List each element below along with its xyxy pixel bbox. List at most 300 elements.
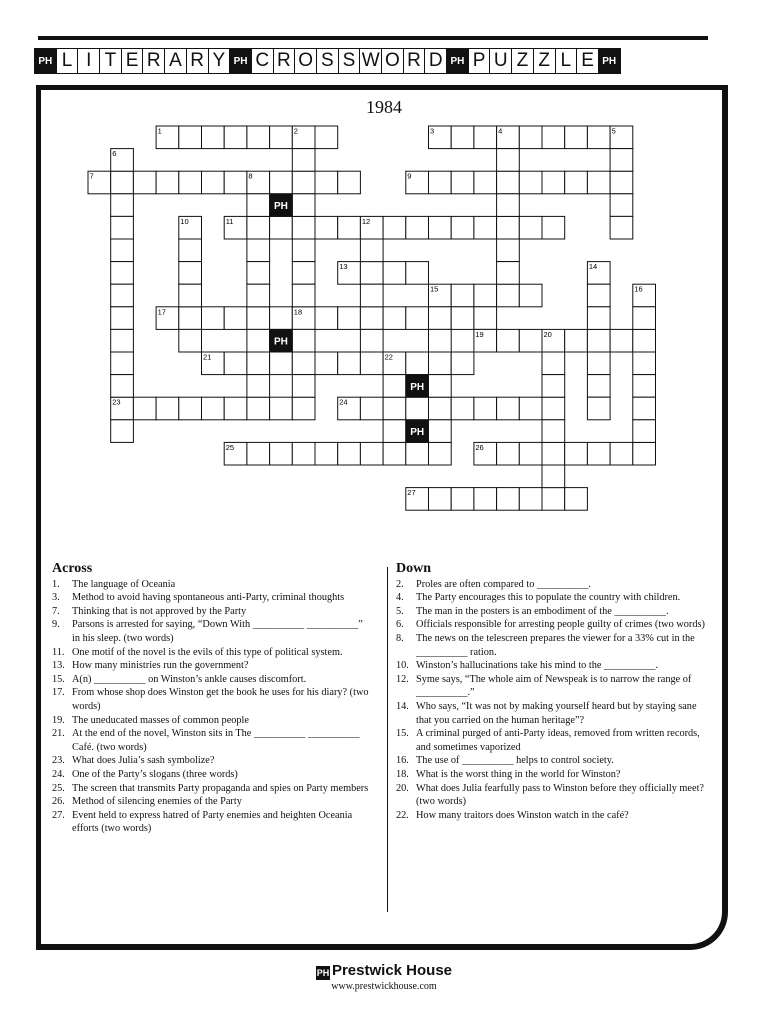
clue-item-text: The uneducated masses of common people [72,714,249,726]
grid-cell[interactable] [292,194,315,217]
clue-item-text: How many traitors does Winston watch in the café? [416,809,629,821]
clue-item [396,578,714,592]
grid-cell[interactable] [315,442,338,465]
grid-cell[interactable] [179,126,202,149]
grid-cell[interactable] [383,397,406,420]
grid-cell[interactable] [247,284,270,307]
prestwick-house-logo-icon: PH [229,48,252,74]
clue-item-number: 19. [52,714,65,726]
clue-number: 13 [339,262,348,272]
clue-item [396,700,714,727]
grid-cell[interactable] [542,171,565,194]
grid-cell[interactable] [270,307,293,330]
grid-cell[interactable] [587,307,610,330]
grid-cell[interactable] [451,216,474,239]
banner-letter: L [555,48,578,74]
grid-cell[interactable] [360,262,383,285]
clue-number: 7 [89,171,94,181]
clue-item [52,686,372,713]
logo-glyph: PH [273,201,288,213]
clue-item [52,795,372,809]
grid-cell[interactable] [497,216,520,239]
clue-item-text: Event held to express hatred of Party enemies and heighten Oceania efforts (two words) [72,809,353,835]
grid-cell[interactable] [360,284,383,307]
clue-item [52,618,372,645]
grid-cell[interactable] [292,239,315,262]
grid-cell[interactable] [474,307,497,330]
puzzle-title: 1984 [366,97,402,117]
grid-cell[interactable] [565,442,588,465]
clue-item-number: 1. [52,578,60,590]
clue-item-text: A criminal purged of anti-Party ideas, removed from written records, and sometimes vaporized [416,728,700,753]
grid-cell[interactable] [360,307,383,330]
grid-cell[interactable] [270,171,293,194]
grid-cell[interactable] [474,171,497,194]
clue-number: 18 [293,307,303,317]
clue-item-number: 20. [396,782,409,794]
grid-cell[interactable] [587,171,610,194]
grid-cell[interactable] [292,329,315,352]
grid-cell[interactable] [315,171,338,194]
clue-item-text: The screen that transmits Party propaganda and spies on Party members [72,782,369,794]
grid-cell[interactable] [542,375,565,398]
clue-item-text: The use of __________ helps to control society. [416,755,614,767]
grid-cell[interactable] [451,126,474,149]
grid-cell[interactable] [451,352,474,375]
clue-item-number: 17. [52,687,65,699]
grid-cell[interactable] [429,375,452,398]
grid-cell[interactable] [111,239,134,262]
clue-item [52,768,372,782]
clue-number: 9 [407,171,412,181]
grid-cell[interactable] [519,126,542,149]
grid-cell[interactable] [633,420,656,443]
grid-cell[interactable] [406,216,429,239]
grid-cell[interactable] [406,397,429,420]
banner-letter: R [142,48,165,74]
grid-cell[interactable] [111,420,134,443]
grid-cell[interactable] [156,171,179,194]
grid-cell[interactable] [224,397,247,420]
grid-cell[interactable] [292,262,315,285]
banner-letter: E [121,48,144,74]
grid-cell[interactable] [360,397,383,420]
clue-number: 20 [543,329,552,339]
banner-letter: U [489,48,512,74]
grid-cell[interactable] [429,352,452,375]
grid-cell[interactable] [292,171,315,194]
grid-cell[interactable] [179,397,202,420]
grid-cell[interactable] [111,352,134,375]
grid-cell[interactable] [111,194,134,217]
clue-item [396,591,714,605]
clue-number: 22 [384,352,393,362]
clue-item-text: The man in the posters is an embodiment of the __________. [416,605,669,617]
grid-cell[interactable] [247,329,270,352]
grid-cell[interactable] [497,262,520,285]
clue-item-text: The Party encourages this to populate the country with children. [416,592,681,604]
grid-cell[interactable] [406,352,429,375]
grid-cell[interactable] [633,442,656,465]
publisher-name: Prestwick House [331,962,453,979]
clue-number: 14 [588,262,598,272]
clue-number: 8 [248,171,253,181]
across-heading: Across [52,561,93,576]
across-clues [52,562,372,836]
banner-letter: I [77,48,100,74]
grid-cell[interactable] [247,397,270,420]
grid-cell[interactable] [497,239,520,262]
clue-item [396,618,714,632]
grid-cell[interactable] [338,352,361,375]
grid-cell[interactable] [542,442,565,465]
clue-item-number: 15. [396,728,409,740]
clue-item-text: Winston’s hallucinations take his mind to the __________. [416,660,659,672]
clue-item-number: 3. [52,592,60,604]
grid-cell[interactable] [338,307,361,330]
grid-cell[interactable] [270,126,293,149]
grid-cell[interactable] [610,329,633,352]
grid-cell[interactable] [565,126,588,149]
grid-cell[interactable] [587,375,610,398]
clue-item-number: 23. [52,755,65,767]
grid-cell[interactable] [542,216,565,239]
clue-item-number: 25. [52,782,65,794]
banner-letter: P [468,48,491,74]
grid-cell[interactable] [633,352,656,375]
clue-number: 23 [112,397,121,407]
grid-cell[interactable] [633,375,656,398]
grid-cell[interactable] [474,488,497,511]
grid-cell[interactable] [315,307,338,330]
clue-item-text: How many ministries run the government? [72,660,249,672]
grid-cell[interactable] [179,171,202,194]
clue-number: 5 [611,126,616,136]
publisher-url[interactable]: www.prestwickhouse.com [331,981,437,992]
clue-item-text: The language of Oceania [72,578,176,590]
grid-cell[interactable] [587,442,610,465]
grid-cell[interactable] [179,307,202,330]
grid-cell[interactable] [542,397,565,420]
grid-cell[interactable] [292,397,315,420]
clue-item-number: 6. [396,619,404,631]
logo-glyph: PH [410,381,425,393]
grid-cell[interactable] [542,488,565,511]
clue-number: 24 [339,397,348,407]
grid-cell[interactable] [633,329,656,352]
grid-cell[interactable] [542,352,565,375]
grid-cell[interactable] [610,194,633,217]
grid-cell[interactable] [247,216,270,239]
banner-letter: E [576,48,599,74]
banner-letter: O [294,48,317,74]
clue-item-text: What does Julia’s sash symbolize? [72,755,215,767]
grid-cell[interactable] [429,488,452,511]
grid-cell[interactable] [315,126,338,149]
clue-item [52,782,372,796]
grid-cell[interactable] [406,307,429,330]
grid-cell[interactable] [179,239,202,262]
clue-number: 16 [634,284,643,294]
clue-item-text: One of the Party’s slogans (three words) [72,768,238,780]
banner-letter: L [56,48,79,74]
grid-cell[interactable] [360,442,383,465]
grid-cell[interactable] [565,329,588,352]
clue-item [396,605,714,619]
clue-item [396,632,714,659]
grid-cell[interactable] [565,171,588,194]
grid-cell[interactable] [497,284,520,307]
grid-cell[interactable] [519,488,542,511]
banner-letter: C [251,48,274,74]
grid-cell[interactable] [224,352,247,375]
grid-cell[interactable] [338,216,361,239]
grid-cell[interactable] [383,216,406,239]
grid-cell[interactable] [270,216,293,239]
banner-letter: R [186,48,209,74]
grid-cell[interactable] [338,171,361,194]
grid-cell[interactable] [111,329,134,352]
clue-item-number: 15. [52,673,65,685]
clue-number: 1 [157,126,162,136]
clue-number: 4 [498,126,503,136]
grid-cell[interactable] [292,352,315,375]
grid-cell[interactable] [497,397,520,420]
grid-cell[interactable] [633,307,656,330]
grid-cell[interactable] [474,284,497,307]
clue-item [396,659,714,673]
grid-cell[interactable] [519,284,542,307]
clue-item [396,727,714,754]
clue-item [52,659,372,673]
clue-item-text: Officials responsible for arresting people guilty of crimes (two words) [416,619,705,631]
grid-cell[interactable] [474,397,497,420]
grid-cell[interactable] [292,149,315,172]
clue-item [396,809,714,823]
grid-cell[interactable] [315,216,338,239]
clue-item-number: 12. [396,673,409,685]
grid-cell[interactable] [610,442,633,465]
grid-cell[interactable] [360,352,383,375]
grid-cell[interactable] [542,126,565,149]
clue-number: 12 [361,216,371,226]
clue-divider [387,567,388,912]
banner-letter: A [164,48,187,74]
banner-letter: Y [208,48,231,74]
grid-cell[interactable] [519,442,542,465]
clue-item-number: 16. [396,755,409,767]
grid-cell[interactable] [383,262,406,285]
grid-cell[interactable] [179,284,202,307]
banner-letter: Z [533,48,556,74]
clue-item-text: The news on the telescreen prepares the viewer for a 33% cut in the __________ ration. [416,632,695,658]
grid-cell[interactable] [610,216,633,239]
grid-cell[interactable] [156,397,179,420]
grid-cell[interactable] [519,397,542,420]
grid-cell[interactable] [610,149,633,172]
grid-cell[interactable] [497,442,520,465]
prestwick-house-logo-icon: PH [598,48,621,74]
banner-letter: S [316,48,339,74]
banner-letter: S [338,48,361,74]
grid-cell[interactable] [247,375,270,398]
clue-item-number: 7. [52,605,60,617]
grid-cell[interactable] [587,284,610,307]
clue-item-text: Method of silencing enemies of the Party [72,796,242,808]
clue-item [52,578,372,592]
banner-letter: W [359,48,382,74]
clue-item-text: Parsons is arrested for saying, “Down With __________ __________” in his sleep. (two words) [72,619,363,644]
grid-cell[interactable] [497,329,520,352]
grid-cell[interactable] [224,126,247,149]
clue-number: 17 [157,307,166,317]
banner-letter: R [403,48,426,74]
clue-item-number: 18. [396,768,409,780]
grid-cell[interactable] [429,307,452,330]
grid-cell[interactable] [587,352,610,375]
grid-cell[interactable] [111,284,134,307]
grid-cell[interactable] [429,329,452,352]
grid-cell[interactable] [451,284,474,307]
grid-cell[interactable] [587,329,610,352]
grid-cell[interactable] [542,465,565,488]
grid-cell[interactable] [224,307,247,330]
grid-cell[interactable] [292,442,315,465]
grid-cell[interactable] [111,262,134,285]
grid-cell[interactable] [587,126,610,149]
publisher-footer [0,962,768,992]
grid-cell[interactable] [451,488,474,511]
banner-letter: T [99,48,122,74]
grid-cell[interactable] [383,420,406,443]
clue-item [52,809,372,836]
grid-cell[interactable] [247,126,270,149]
clue-item-number: 22. [396,809,409,821]
grid-cell[interactable] [133,171,156,194]
grid-cell[interactable] [519,171,542,194]
prestwick-house-logo-icon: PH [34,48,57,74]
grid-cell[interactable] [224,171,247,194]
grid-cell[interactable] [565,488,588,511]
clue-item-text: A(n) __________ on Winston’s ankle causes discomfort. [72,673,307,685]
grid-cell[interactable] [451,397,474,420]
clue-number: 10 [180,216,189,226]
grid-cell[interactable] [406,262,429,285]
grid-cell[interactable] [383,375,406,398]
grid-cell[interactable] [610,171,633,194]
clue-item-text: At the end of the novel, Winston sits in The __________ __________ Café. (two words) [72,728,360,753]
grid-cell[interactable] [292,284,315,307]
grid-cell[interactable] [497,194,520,217]
grid-cell[interactable] [497,149,520,172]
grid-cell[interactable] [474,216,497,239]
grid-cell[interactable] [587,397,610,420]
grid-cell[interactable] [270,442,293,465]
logo-glyph: PH [410,427,425,439]
grid-cell[interactable] [292,375,315,398]
grid-cell[interactable] [474,126,497,149]
grid-cell[interactable] [406,442,429,465]
grid-cell[interactable] [202,307,225,330]
grid-cell[interactable] [315,352,338,375]
grid-cell[interactable] [633,397,656,420]
grid-cell[interactable] [429,397,452,420]
clue-item [396,754,714,768]
clue-item-number: 13. [52,660,65,672]
grid-cell[interactable] [247,352,270,375]
clue-item-number: 2. [396,578,404,590]
grid-cell[interactable] [133,397,156,420]
grid-cell[interactable] [451,171,474,194]
grid-cell[interactable] [429,442,452,465]
grid-cell[interactable] [179,262,202,285]
grid-cell[interactable] [451,307,474,330]
grid-cell[interactable] [270,352,293,375]
grid-cell[interactable] [111,171,134,194]
grid-cell[interactable] [270,397,293,420]
grid-cell[interactable] [202,171,225,194]
clue-item-text: One motif of the novel is the evils of this type of political system. [72,646,343,658]
clue-item-number: 10. [396,660,409,672]
clue-item-number: 9. [52,619,60,631]
grid-cell[interactable] [497,488,520,511]
grid-cell[interactable] [111,375,134,398]
clue-item-text: What does Julia fearfully pass to Winston before they officially meet? (two words) [416,782,705,808]
clue-item [396,782,714,809]
grid-cell[interactable] [179,329,202,352]
banner-letter: Z [511,48,534,74]
grid-cell[interactable] [383,307,406,330]
grid-cell[interactable] [111,307,134,330]
grid-cell[interactable] [247,442,270,465]
clue-number: 19 [475,329,484,339]
publisher-brand[interactable] [0,962,768,980]
grid-cell[interactable] [202,397,225,420]
clue-item-number: 24. [52,768,65,780]
banner-letter: O [381,48,404,74]
prestwick-house-logo-icon: PH [316,968,330,978]
grid-cell[interactable] [360,329,383,352]
grid-cell[interactable] [519,216,542,239]
clue-number: 27 [407,488,416,498]
grid-cell[interactable] [247,262,270,285]
clue-item-text: Syme says, “The whole aim of Newspeak is to narrow the range of __________.” [416,673,692,699]
grid-cell[interactable] [360,239,383,262]
clue-item [52,605,372,619]
grid-cell[interactable] [247,239,270,262]
grid-cell[interactable] [292,216,315,239]
grid-cell[interactable] [247,194,270,217]
clue-item-text: Who says, “It was not by making yourself heard but by staying sane that you carried on the human heritage”? [416,700,697,726]
grid-cell[interactable] [542,420,565,443]
banner-letter: D [424,48,447,74]
grid-cell[interactable] [497,171,520,194]
grid-cell[interactable] [111,216,134,239]
clue-number: 6 [112,149,117,159]
grid-cell[interactable] [247,307,270,330]
grid-cell[interactable] [338,442,361,465]
grid-cell[interactable] [429,171,452,194]
grid-cell[interactable] [202,126,225,149]
grid-cell[interactable] [429,216,452,239]
clue-item-text: Method to avoid having spontaneous anti-Party, criminal thoughts [72,592,345,604]
clue-item-number: 26. [52,796,65,808]
clue-item-text: What is the worst thing in the world for Winston? [416,768,621,780]
grid-cell[interactable] [383,442,406,465]
grid-cell[interactable] [519,329,542,352]
clue-item [52,727,372,754]
grid-cell[interactable] [429,420,452,443]
